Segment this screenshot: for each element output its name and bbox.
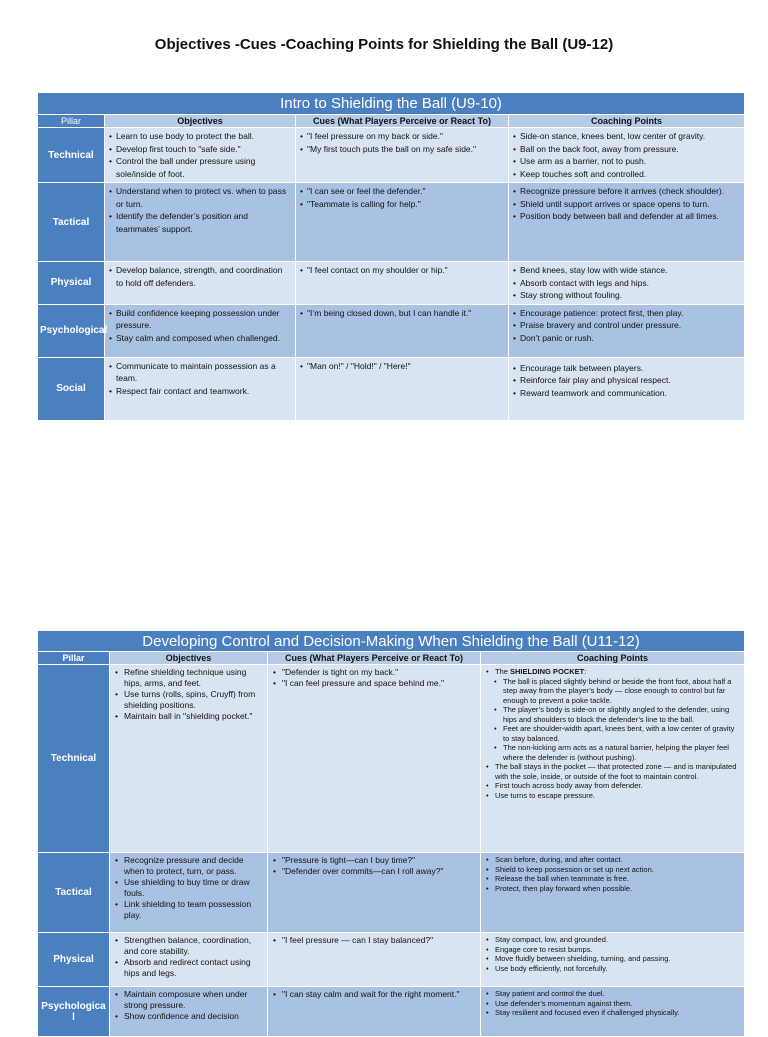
list-item: • The ball is placed slightly behind or beside the front foot, about half a step away from the player’s body — close enough to control but far enough to prevent a poke tackle. [493, 677, 740, 706]
shielding-pocket-term: SHIELDING POCKET [510, 667, 585, 676]
table-row [38, 128, 745, 183]
list-item: • Develop first touch to "safe side." [109, 143, 291, 156]
list-item: • Learn to use body to protect the ball. [109, 130, 291, 143]
cues-cell [296, 262, 509, 305]
pillar-tactical: Tactical [38, 183, 105, 262]
coaching-points-cell [481, 853, 745, 933]
cues-cell [296, 304, 509, 357]
table-row [38, 853, 745, 933]
coaching-points-cell [509, 357, 745, 420]
list-item: • Stay strong without fouling. [513, 289, 740, 302]
column-header-pillar: Pillar [38, 652, 110, 665]
list-item: • Stay patient and control the duel. [485, 989, 740, 999]
list-item: • Stay compact, low, and grounded. [485, 935, 740, 945]
list-item: • Develop balance, strength, and coordination to hold off defenders. [109, 264, 291, 289]
list-item: • Respect fair contact and teamwork. [109, 385, 291, 398]
objectives-cell [110, 665, 268, 853]
list-item: • "Man on!" / "Hold!" / "Here!" [300, 360, 504, 373]
table-row [38, 987, 745, 1037]
list-item: • Recognize pressure before it arrives (check shoulder). [513, 185, 740, 198]
list-item: • Reinforce fair play and physical respect. [513, 374, 740, 387]
list-item: • Control the ball under pressure using sole/inside of foot. [109, 155, 291, 180]
list-item: • "I can see or feel the defender." [300, 185, 504, 198]
table-row [38, 665, 745, 853]
list-item: • Identify the defender’s position and teammates’ support. [109, 210, 291, 235]
list-item: • "I feel contact on my shoulder or hip." [300, 264, 504, 277]
pillar-psychological: Psychologica l [38, 987, 110, 1037]
pillar-tactical: Tactical [38, 853, 110, 933]
list-item: • Use turns (rolls, spins, Cruyff) from shielding positions. [114, 689, 263, 711]
list-item: • "I can feel pressure and space behind me." [272, 678, 476, 689]
table-row [38, 357, 745, 420]
cues-cell [296, 128, 509, 183]
shielding-pocket-intro: The [495, 667, 511, 676]
pillar-physical: Physical [38, 933, 110, 987]
list-item: • Engage core to resist bumps. [485, 945, 740, 955]
objectives-cell [105, 183, 296, 262]
list-item: • Release the ball when teammate is free. [485, 874, 740, 884]
cues-cell [268, 933, 481, 987]
intro-shielding-table [37, 92, 745, 421]
list-item: • Reward teamwork and communication. [513, 387, 740, 400]
cues-cell [268, 665, 481, 853]
list-item: • Refine shielding technique using hips, arms, and feet. [114, 667, 263, 689]
list-item: • Feet are shoulder-width apart, knees bent, with a low center of gravity to stay balanced. [493, 724, 740, 743]
list-item: • Move fluidly between shielding, turning, and passing. [485, 954, 740, 964]
list-item: • Use body efficiently, not forcefully. [485, 964, 740, 974]
list-item: • "Pressure is tight—can I buy time?" [272, 855, 476, 866]
list-item: • Protect, then play forward when possible. [485, 884, 740, 894]
column-header-coaching-points: Coaching Points [481, 652, 745, 665]
pillar-physical: Physical [38, 262, 105, 305]
column-header-coaching-points: Coaching Points [509, 115, 745, 128]
developing-control-table [37, 630, 745, 1037]
list-item: • The ball stays in the pocket — that protected zone — and is manipulated with the sole, inside, or outside of the foot to maintain control. [485, 762, 740, 781]
list-item: • "Teammate is calling for help." [300, 198, 504, 211]
list-item: • Recognize pressure and decide when to protect, turn, or pass. [114, 855, 263, 877]
pillar-psychological: Psychological [38, 304, 105, 357]
list-item: • Link shielding to team possession play. [114, 899, 263, 921]
table-row [38, 933, 745, 987]
list-item: • Absorb contact with legs and hips. [513, 277, 740, 290]
column-header-cues: Cues (What Players Perceive or React To) [268, 652, 481, 665]
list-item [485, 667, 740, 677]
table-row [38, 304, 745, 357]
list-item: • Understand when to protect vs. when to pass or turn. [109, 185, 291, 210]
list-item: • The non-kicking arm acts as a natural barrier, helping the player feel where the defender is (without pushing). [493, 743, 740, 762]
list-item: • Maintain ball in "shielding pocket." [114, 711, 263, 722]
table-row [38, 183, 745, 262]
objectives-cell [105, 262, 296, 305]
list-item: • Stay resilient and focused even if challenged physically. [485, 1008, 740, 1018]
list-item: • Shield until support arrives or space opens to turn. [513, 198, 740, 211]
list-item: • "I’m being closed down, but I can handle it." [300, 307, 504, 320]
list-item: • Stay calm and composed when challenged. [109, 332, 291, 345]
coaching-points-cell [509, 304, 745, 357]
list-item: • Communicate to maintain possession as a team. [109, 360, 291, 385]
list-item: • Bend knees, stay low with wide stance. [513, 264, 740, 277]
list-item: • "I feel pressure — can I stay balanced?" [272, 935, 476, 946]
coaching-points-cell [481, 665, 745, 853]
objectives-cell [110, 853, 268, 933]
list-item: • Scan before, during, and after contact. [485, 855, 740, 865]
column-header-pillar: Pillar [38, 115, 105, 128]
list-item: • Encourage talk between players. [513, 362, 740, 375]
objectives-cell [105, 357, 296, 420]
objectives-cell [105, 304, 296, 357]
column-header-objectives: Objectives [110, 652, 268, 665]
list-item: • The player’s body is side-on or slightly angled to the defender, using hips and shoulders to block the defender’s line to the ball. [493, 705, 740, 724]
list-item: • Use shielding to buy time or draw fouls. [114, 877, 263, 899]
pillar-technical: Technical [38, 665, 110, 853]
list-item: • Use turns to escape pressure. [485, 791, 740, 801]
column-header-cues: Cues (What Players Perceive or React To) [296, 115, 509, 128]
list-item: • "I can stay calm and wait for the right moment." [272, 989, 476, 1000]
list-item: • Maintain composure when under strong pressure. [114, 989, 263, 1011]
list-item: • Show confidence and decision [114, 1011, 263, 1022]
coaching-points-cell [509, 128, 745, 183]
table-title: Intro to Shielding the Ball (U9-10) [38, 93, 745, 115]
list-item: • Don’t panic or rush. [513, 332, 740, 345]
pillar-technical: Technical [38, 128, 105, 183]
list-item: • Strengthen balance, coordination, and core stability. [114, 935, 263, 957]
list-item: • Use arm as a barrier, not to push. [513, 155, 740, 168]
list-item: • Build confidence keeping possession under pressure. [109, 307, 291, 332]
page-title: Objectives -Cues -Coaching Points for Shielding the Ball (U9-12) [154, 36, 614, 53]
list-item: • First touch across body away from defender. [485, 781, 740, 791]
objectives-cell [105, 128, 296, 183]
cues-cell [268, 853, 481, 933]
list-item: • Shield to keep possession or set up next action. [485, 865, 740, 875]
table-row [38, 262, 745, 305]
list-item: • Ball on the back foot, away from pressure. [513, 143, 740, 156]
objectives-cell [110, 933, 268, 987]
column-header-objectives: Objectives [105, 115, 296, 128]
cues-cell [268, 987, 481, 1037]
list-item: • "Defender over commits—can I roll away?" [272, 866, 476, 877]
objectives-cell [110, 987, 268, 1037]
list-item: • Absorb and redirect contact using hips and legs. [114, 957, 263, 979]
cues-cell [296, 357, 509, 420]
shielding-pocket-colon: : [584, 667, 587, 676]
list-item: • Use defender’s momentum against them. [485, 999, 740, 1009]
coaching-points-cell [481, 933, 745, 987]
table-title: Developing Control and Decision-Making When Shielding the Ball (U11-12) [38, 631, 745, 652]
list-item: • Keep touches soft and controlled. [513, 168, 740, 181]
cues-cell [296, 183, 509, 262]
list-item: • Praise bravery and control under pressure. [513, 319, 740, 332]
list-item: • Side-on stance, knees bent, low center of gravity. [513, 130, 740, 143]
coaching-points-cell [481, 987, 745, 1037]
list-item: • Encourage patience: protect first, then play. [513, 307, 740, 320]
coaching-points-cell [509, 183, 745, 262]
pillar-social: Social [38, 357, 105, 420]
list-item: • "I feel pressure on my back or side." [300, 130, 504, 143]
coaching-points-cell [509, 262, 745, 305]
list-item: • "Defender is tight on my back." [272, 667, 476, 678]
list-item: • "My first touch puts the ball on my safe side." [300, 143, 504, 156]
list-item: • Position body between ball and defender at all times. [513, 210, 740, 223]
